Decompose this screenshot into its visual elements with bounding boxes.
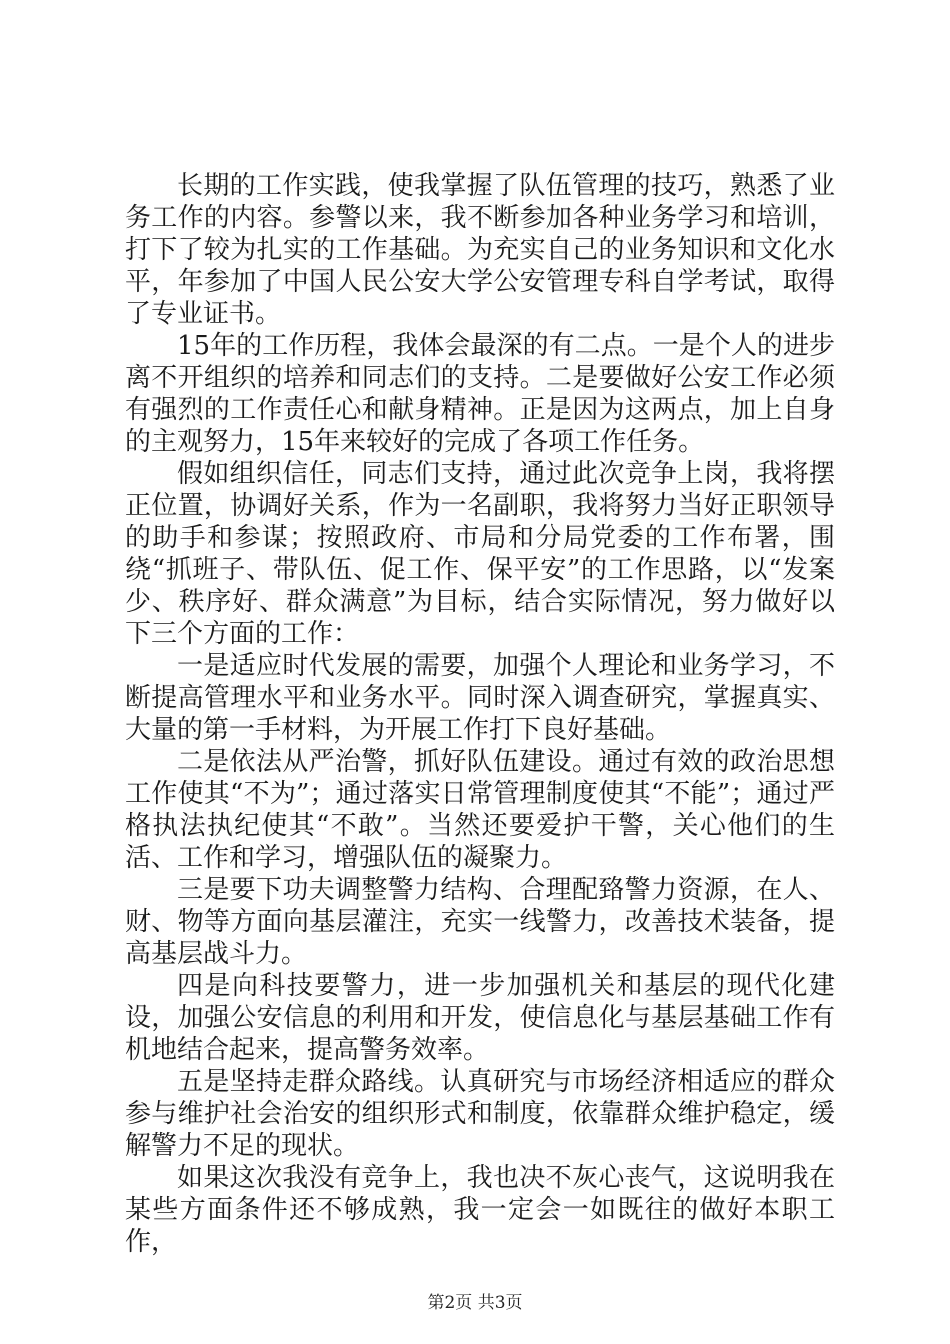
- page-footer: 第2页 共3页: [427, 1293, 523, 1313]
- paragraph-1: 长期的工作实践，使我掌握了队伍管理的技巧，熟悉了业务工作的内容。参警以来，我不断参加各种业务学习和培训，打下了较为扎实的工作基础。为充实自己的业务知识和文化水平，年参加了中国人民公安大学公安管理专科自学考试，取得了专业证书。: [125, 171, 835, 329]
- paragraph-8: 五是坚持走群众路线。认真研究与市场经济相适应的群众参与维护社会治安的组织形式和制度，依靠群众维护稳定，缓解警力不足的现状。: [125, 1067, 835, 1161]
- paragraph-2: 15年的工作历程，我体会最深的有二点。一是个人的进步离不开组织的培养和同志们的支持。二是要做好公安工作必须有强烈的工作责任心和献身精神。正是因为这两点，加上自身的主观努力，15年来较好的完成了各项工作任务。: [125, 331, 835, 457]
- paragraph-6: 三是要下功夫调整警力结构、合理配臵警力资源，在人、财、物等方面向基层灌注，充实一线警力，改善技术装备，提高基层战斗力。: [125, 875, 835, 969]
- paragraph-4: 一是适应时代发展的需要，加强个人理论和业务学习，不断提高管理水平和业务水平。同时深入调查研究，掌握真实、大量的第一手材料，为开展工作打下良好基础。: [125, 651, 835, 745]
- paragraph-3: 假如组织信任，同志们支持，通过此次竞争上岗，我将摆正位置，协调好关系，作为一名副职，我将努力当好正职领导的助手和参谋；按照政府、市局和分局党委的工作布署，围绕“抓班子、带队伍、促工作、保平安”的工作思路，以“发案少、秩序好、群众满意”为目标，结合实际情况，努力做好以下三个方面的工作：: [125, 459, 835, 649]
- paragraph-9: 如果这次我没有竞争上，我也决不灰心丧气，这说明我在某些方面条件还不够成熟，我一定会一如既往的做好本职工作，: [125, 1163, 835, 1257]
- paragraph-5: 二是依法从严治警，抓好队伍建设。通过有效的政治思想工作使其“不为”；通过落实日常管理制度使其“不能”；通过严格执法执纪使其“不敢”。当然还要爱护干警，关心他们的生活、工作和学习，增强队伍的凝聚力。: [125, 747, 835, 873]
- paragraph-7: 四是向科技要警力，进一步加强机关和基层的现代化建设，加强公安信息的利用和开发，使信息化与基层基础工作有机地结合起来，提高警务效率。: [125, 971, 835, 1065]
- document-body: [125, 170, 835, 1258]
